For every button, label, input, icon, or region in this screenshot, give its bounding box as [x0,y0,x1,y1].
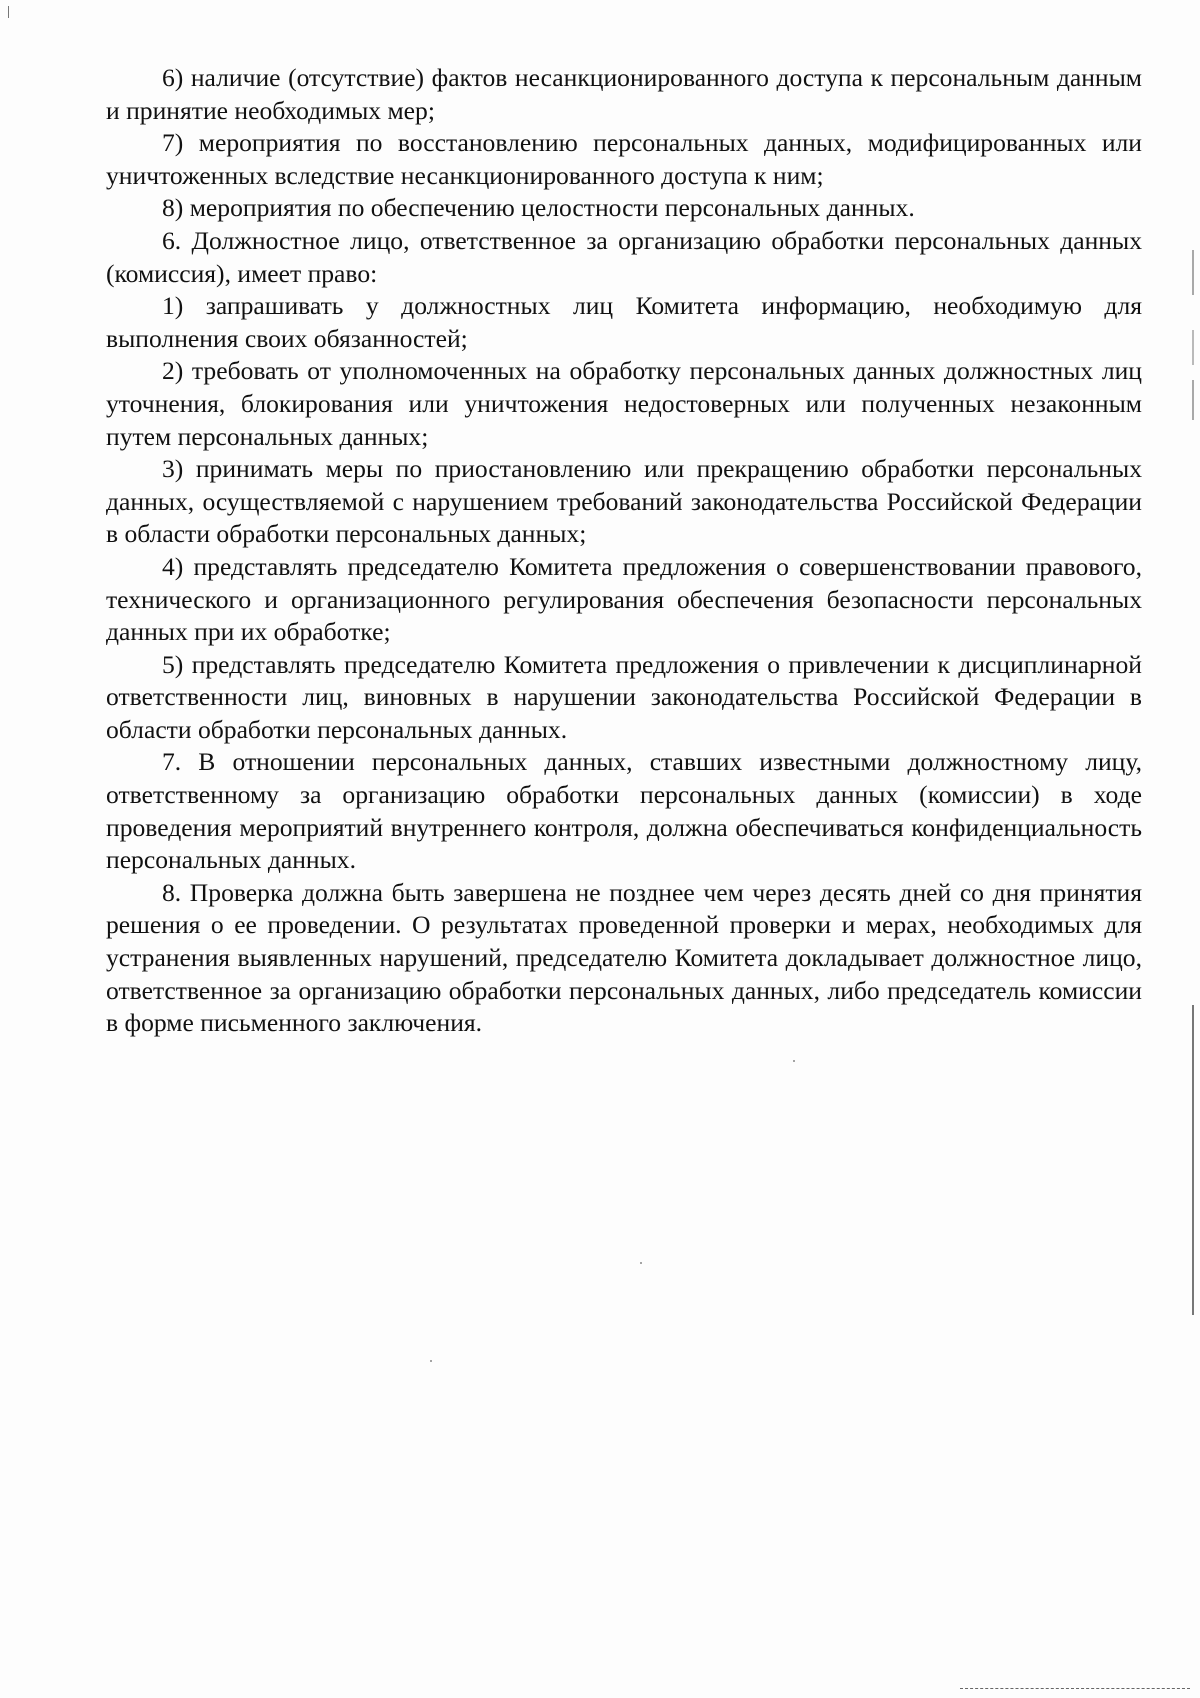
scan-artifact [8,6,9,18]
paragraph-item-8: 8) мероприятия по обеспечению целостности персональных данных. [162,193,915,223]
paragraph-section-8: 8. Проверка должна быть завершена не позднее чем через десять дней со дня принятия решения о ее проведении. О результатах проведенной проверки и мерах, необходимых для устранения выявленных нарушений, председателю Комитета докладывает должностное лицо, ответственное за организацию обработки персональных данных, либо председатель комиссии в форме письменного заключения. [106,877,1142,1038]
scan-speck [793,1060,795,1062]
paragraph-item-7: 7) мероприятия по восстановлению персональных данных, модифицированных или уничтоженных вследствие несанкционированного доступа к ним; [106,128,1142,190]
paragraph-right-4: 4) представлять председателю Комитета предложения о совершенствовании правового, технического и организационного регулирования обеспечения безопасности персональных данных при их обработке; [106,551,1142,647]
paragraph-right-1: 1) запрашивать у должностных лиц Комитета информацию, необходимую для выполнения своих обязанностей; [106,291,1142,353]
document-body [106,62,1142,1040]
paragraph-item-6: 6) наличие (отсутствие) фактов несанкционированного доступа к персональным данным и принятие необходимых мер; [106,63,1142,125]
scan-artifact [1192,330,1194,365]
scan-speck [640,1262,642,1264]
paragraph-right-2: 2) требовать от уполномоченных на обработку персональных данных должностных лиц уточнения, блокирования или уничтожения недостоверных или полученных незаконным путем персональных данных; [106,356,1142,451]
scan-artifact [1192,250,1194,295]
scan-artifact [1192,380,1194,420]
scan-artifact [960,1688,1190,1690]
paragraph-section-7: 7. В отношении персональных данных, ставших известными должностному лицу, ответственному за организацию обработки персональных данных (комиссии) в ходе проведения мероприятий внутреннего контроля, должна обеспечиваться конфиденциальность персональных данных. [106,747,1142,875]
paragraph-section-6: 6. Должностное лицо, ответственное за организацию обработки персональных данных (комиссия), имеет право: [106,225,1142,288]
paragraph-right-3: 3) принимать меры по приостановлению или прекращению обработки персональных данных, осуществляемой с нарушением требований законодательства Российской Федерации в области обработки персональных данных; [106,454,1142,549]
paragraph-right-5: 5) представлять председателю Комитета предложения о привлечении к дисциплинарной ответственности лиц, виновных в нарушении законодательства Российской Федерации в области обработки персональных данных. [106,649,1142,744]
scan-artifact [1192,1005,1194,1315]
scan-speck [430,1360,432,1362]
